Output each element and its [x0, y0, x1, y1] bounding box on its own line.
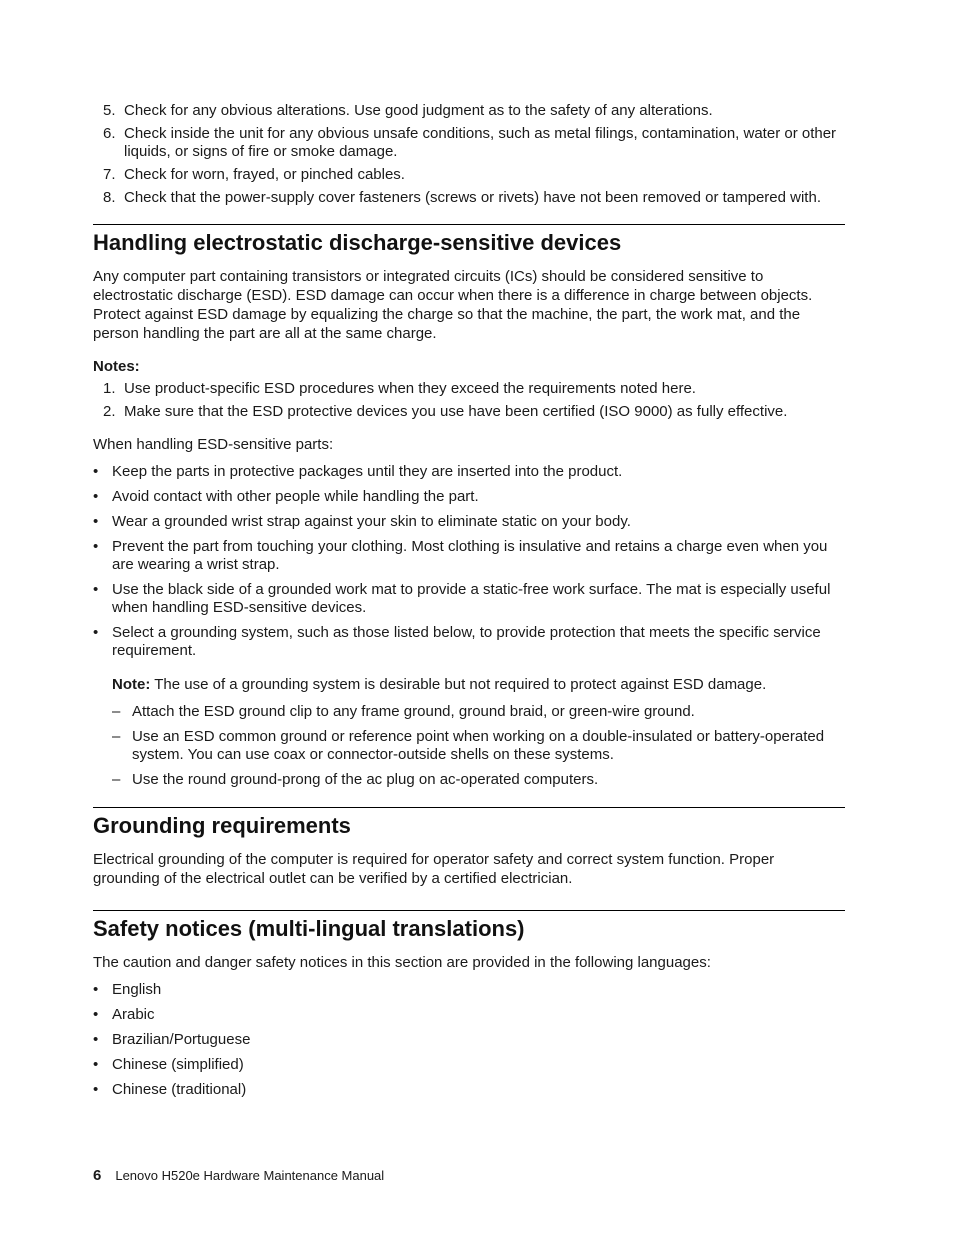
languages-list [93, 981, 845, 1099]
safety-section [93, 910, 845, 1099]
list-item [93, 380, 845, 398]
page-content [93, 102, 845, 1106]
list-item [93, 981, 845, 999]
esd-bullet-list [93, 463, 845, 660]
list-number: 8. [103, 189, 116, 206]
esd-intro: Any computer part containing transistors or integrated circuits (ICs) should be considered sensitive to electrostatic discharge (ESD). ESD damage can occur when there is a difference in charge between objects. Protect against ESD damage by equalizing the charge so that the machine, the part, the work mat, and the person handling the part are all at the same charge. [93, 268, 813, 342]
list-item [93, 166, 845, 184]
list-item [93, 488, 845, 506]
list-number: 6. [103, 125, 116, 142]
bullet-icon: • [93, 538, 99, 555]
grounding-note [112, 675, 845, 694]
list-number: 2. [103, 403, 116, 420]
list-item [93, 189, 845, 207]
list-text: Wear a grounded wrist strap against your skin to eliminate static on your body. [112, 513, 631, 530]
safety-intro: The caution and danger safety notices in this section are provided in the following languages: [93, 954, 711, 971]
bullet-icon: • [93, 624, 99, 641]
list-text: Use product-specific ESD procedures when they exceed the requirements noted here. [124, 380, 696, 397]
list-item [93, 1031, 845, 1049]
list-item [93, 513, 845, 531]
grounding-text: Electrical grounding of the computer is required for operator safety and correct system function. Proper grounding of the electrical outlet can be verified by a certified electrician. [93, 851, 775, 887]
list-text: Check that the power-supply cover fasteners (screws or rivets) have not been removed or tampered with. [124, 189, 821, 206]
list-text: English [112, 981, 162, 998]
bullet-icon: • [93, 488, 99, 505]
list-text: Use the round ground-prong of the ac plug on ac-operated computers. [132, 771, 599, 788]
bullet-icon: • [93, 463, 99, 480]
list-text: Chinese (traditional) [112, 1081, 247, 1098]
list-item [93, 102, 845, 120]
bullet-icon: • [93, 981, 99, 998]
list-item [93, 538, 845, 574]
list-item [93, 581, 845, 617]
dash-icon: – [112, 728, 121, 745]
grounding-section [93, 807, 845, 888]
list-text: Brazilian/Portuguese [112, 1031, 251, 1048]
list-text: Keep the parts in protective packages until they are inserted into the product. [112, 463, 623, 480]
list-item [93, 125, 845, 161]
list-item [112, 771, 845, 789]
notes-label: Notes: [93, 358, 140, 375]
list-text: Check inside the unit for any obvious unsafe conditions, such as metal filings, contamination, water or other liquids, or signs of fire or smoke damage. [124, 125, 837, 160]
list-text: Select a grounding system, such as those listed below, to provide protection that meets the specific service requirement. [112, 624, 821, 659]
list-text: Check for any obvious alterations. Use good judgment as to the safety of any alterations. [124, 102, 713, 119]
list-text: Prevent the part from touching your clothing. Most clothing is insulative and retains a charge even when you are wearing a wrist strap. [112, 538, 828, 573]
list-text: Make sure that the ESD protective devices you use have been certified (ISO 9000) as fully effective. [124, 403, 788, 420]
manual-title: Lenovo H520e Hardware Maintenance Manual [115, 1168, 385, 1183]
inspection-steps-list [93, 102, 845, 207]
list-text: Check for worn, frayed, or pinched cables. [124, 166, 405, 183]
grounding-heading: Grounding requirements [93, 813, 351, 838]
bullet-icon: • [93, 513, 99, 530]
list-text: Attach the ESD ground clip to any frame ground, ground braid, or green-wire ground. [132, 703, 695, 720]
list-item [93, 1081, 845, 1099]
list-item [93, 1056, 845, 1074]
list-text: Use an ESD common ground or reference point when working on a double-insulated or battery-operated system. You can use coax or connector-outside shells on these systems. [132, 728, 825, 763]
esd-heading: Handling electrostatic discharge-sensitive devices [93, 230, 622, 255]
bullet-icon: • [93, 1031, 99, 1048]
note-label: Note: [112, 676, 151, 693]
bullet-icon: • [93, 1056, 99, 1073]
list-text: Chinese (simplified) [112, 1056, 244, 1073]
page-number: 6 [93, 1167, 102, 1184]
note-text: The use of a grounding system is desirable but not required to protect against ESD damage. [154, 676, 767, 693]
list-item [93, 403, 845, 421]
list-text: Avoid contact with other people while handling the part. [112, 488, 479, 505]
list-text: Use the black side of a grounded work mat to provide a static-free work surface. The mat is especially useful when handling ESD-sensitive devices. [112, 581, 831, 616]
list-item [93, 463, 845, 481]
list-item [93, 1006, 845, 1024]
notes-list [93, 380, 845, 421]
bullet-icon: • [93, 1081, 99, 1098]
bullet-icon: • [93, 1006, 99, 1023]
list-number: 1. [103, 380, 116, 397]
list-number: 5. [103, 102, 116, 119]
grounding-options-list [112, 703, 845, 789]
list-item [112, 728, 845, 764]
list-item [112, 703, 845, 721]
dash-icon: – [112, 703, 121, 720]
esd-section [93, 224, 845, 789]
dash-icon: – [112, 771, 121, 788]
safety-heading: Safety notices (multi-lingual translations) [93, 916, 525, 941]
bullet-icon: • [93, 581, 99, 598]
list-text: Arabic [112, 1006, 155, 1023]
list-number: 7. [103, 166, 116, 183]
list-item [93, 624, 845, 660]
page-footer [93, 1166, 384, 1186]
when-handling-text: When handling ESD-sensitive parts: [93, 436, 334, 453]
